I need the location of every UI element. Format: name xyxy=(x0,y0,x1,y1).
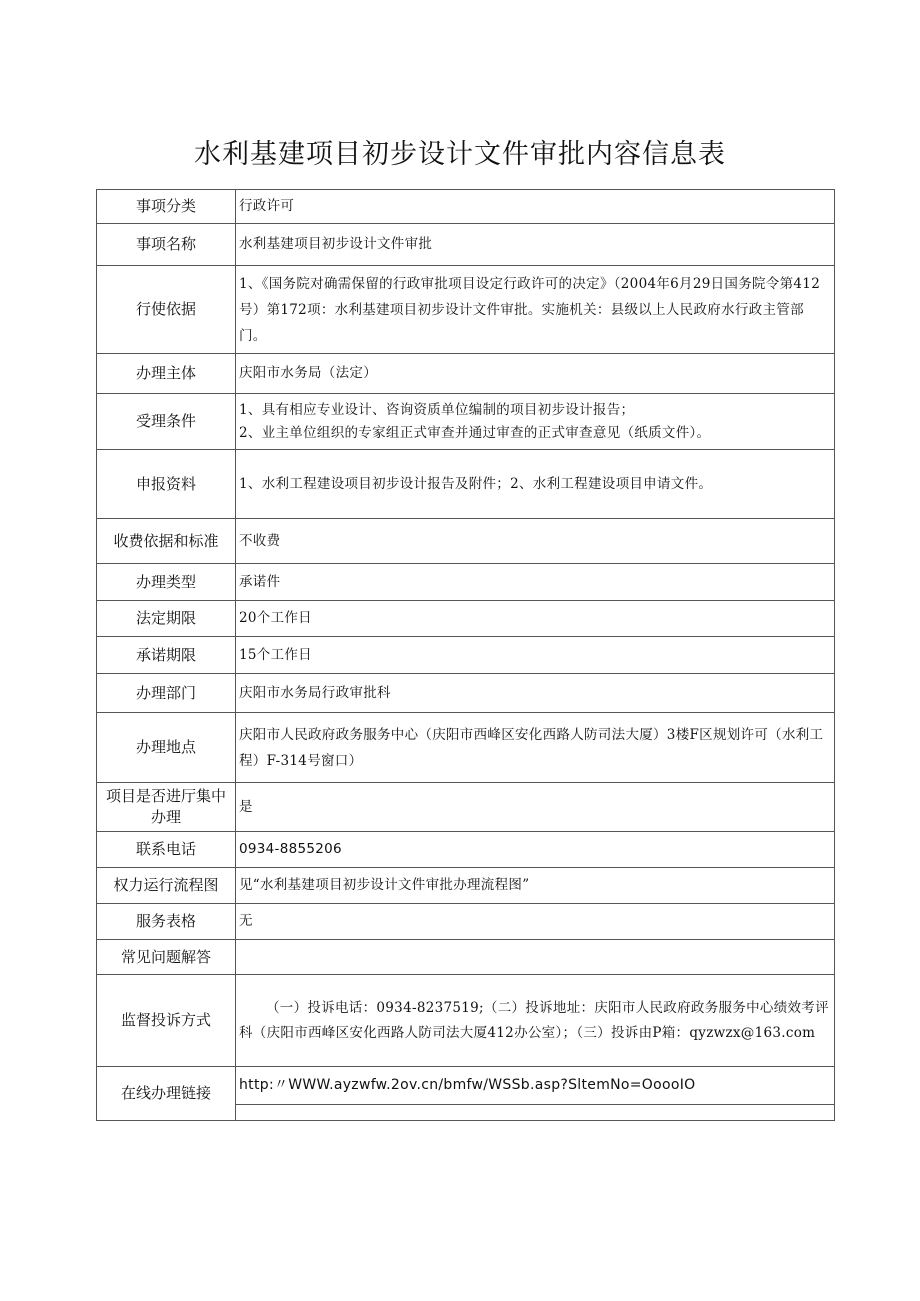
row-value-category: 行政许可 xyxy=(236,190,835,224)
row-label-basis: 行使依据 xyxy=(97,266,236,354)
row-label-legal-period: 法定期限 xyxy=(97,601,236,637)
row-value-name: 水利基建项目初步设计文件审批 xyxy=(236,224,835,266)
condition-line-2: 2、业主单位组织的专家组正式审查并通过审查的正式审查意见（纸质文件）。 xyxy=(239,424,711,441)
row-value-fee: 不收费 xyxy=(236,519,835,564)
row-value-complaint: （一）投诉电话：0934-8237519;（二）投诉地址：庆阳市人民政府政务服务中心绩效考评科（庆阳市西峰区安化西路人防司法大厦412办公室）；（三）投诉由P箱：qyzwzx@163.com xyxy=(236,975,835,1067)
table-row xyxy=(97,1067,835,1121)
page-title: 水利基建项目初步设计文件审批内容信息表 xyxy=(194,139,726,170)
table-row xyxy=(97,783,835,832)
table-row xyxy=(97,450,835,519)
table-row xyxy=(97,940,835,975)
table-row xyxy=(97,354,835,394)
table-row xyxy=(97,832,835,868)
row-label-centralized: 项目是否进厅集中办理 xyxy=(97,783,236,832)
table-row xyxy=(97,904,835,940)
row-label-online-link: 在线办理链接 xyxy=(97,1067,236,1121)
condition-line-1: 1、具有相应专业设计、咨询资质单位编制的项目初步设计报告； xyxy=(239,401,635,418)
row-label-fee: 收费依据和标准 xyxy=(97,519,236,564)
info-table xyxy=(96,189,835,1121)
row-label-faq: 常见问题解答 xyxy=(97,940,236,975)
row-value-legal-period: 20个工作日 xyxy=(236,601,835,637)
row-value-centralized: 是 xyxy=(236,783,835,832)
row-value-type: 承诺件 xyxy=(236,564,835,601)
row-label-name: 事项名称 xyxy=(97,224,236,266)
table-row xyxy=(97,713,835,783)
table-row xyxy=(97,394,835,450)
table-row xyxy=(97,637,835,674)
row-label-location: 办理地点 xyxy=(97,713,236,783)
row-value-faq xyxy=(236,940,835,975)
row-label-promise-period: 承诺期限 xyxy=(97,637,236,674)
table-row xyxy=(97,564,835,601)
row-label-materials: 申报资料 xyxy=(97,450,236,519)
table-row xyxy=(97,190,835,224)
row-label-department: 办理部门 xyxy=(97,674,236,713)
row-value-online-link xyxy=(236,1067,835,1121)
row-value-phone: 0934-8855206 xyxy=(236,832,835,868)
table-row xyxy=(97,975,835,1067)
row-label-flowchart: 权力运行流程图 xyxy=(97,868,236,904)
row-label-conditions: 受理条件 xyxy=(97,394,236,450)
table-row xyxy=(97,674,835,713)
row-value-location: 庆阳市人民政府政务服务中心（庆阳市西峰区安化西路人防司法大厦）3楼F区规划许可（水利工程）F-314号窗口） xyxy=(236,713,835,783)
table-row xyxy=(97,266,835,354)
row-value-department: 庆阳市水务局行政审批科 xyxy=(236,674,835,713)
link-spacer xyxy=(236,1105,834,1120)
row-value-basis: 1、《国务院对确需保留的行政审批项目设定行政许可的决定》（2004年6月29日国务院令第412号）第172项：水利基建项目初步设计文件审批。实施机关：县级以上人民政府水行政主管部门。 xyxy=(236,266,835,354)
row-label-forms: 服务表格 xyxy=(97,904,236,940)
table-row xyxy=(97,601,835,637)
row-label-complaint: 监督投诉方式 xyxy=(97,975,236,1067)
row-value-conditions xyxy=(236,394,835,450)
row-label-phone: 联系电话 xyxy=(97,832,236,868)
row-value-subject: 庆阳市水务局（法定） xyxy=(236,354,835,394)
table-row xyxy=(97,519,835,564)
online-link[interactable]: http:〃WWW.ayzwfw.2ov.cn/bmfw/WSSb.asp?SltemNo=OoooIO xyxy=(236,1067,834,1105)
row-value-materials: 1、水利工程建设项目初步设计报告及附件；2、水利工程建设项目申请文件。 xyxy=(236,450,835,519)
row-label-subject: 办理主体 xyxy=(97,354,236,394)
row-label-type: 办理类型 xyxy=(97,564,236,601)
row-value-flowchart: 见“水利基建项目初步设计文件审批办理流程图” xyxy=(236,868,835,904)
table-row xyxy=(97,224,835,266)
row-value-forms: 无 xyxy=(236,904,835,940)
table-row xyxy=(97,868,835,904)
row-label-category: 事项分类 xyxy=(97,190,236,224)
row-value-promise-period: 15个工作日 xyxy=(236,637,835,674)
